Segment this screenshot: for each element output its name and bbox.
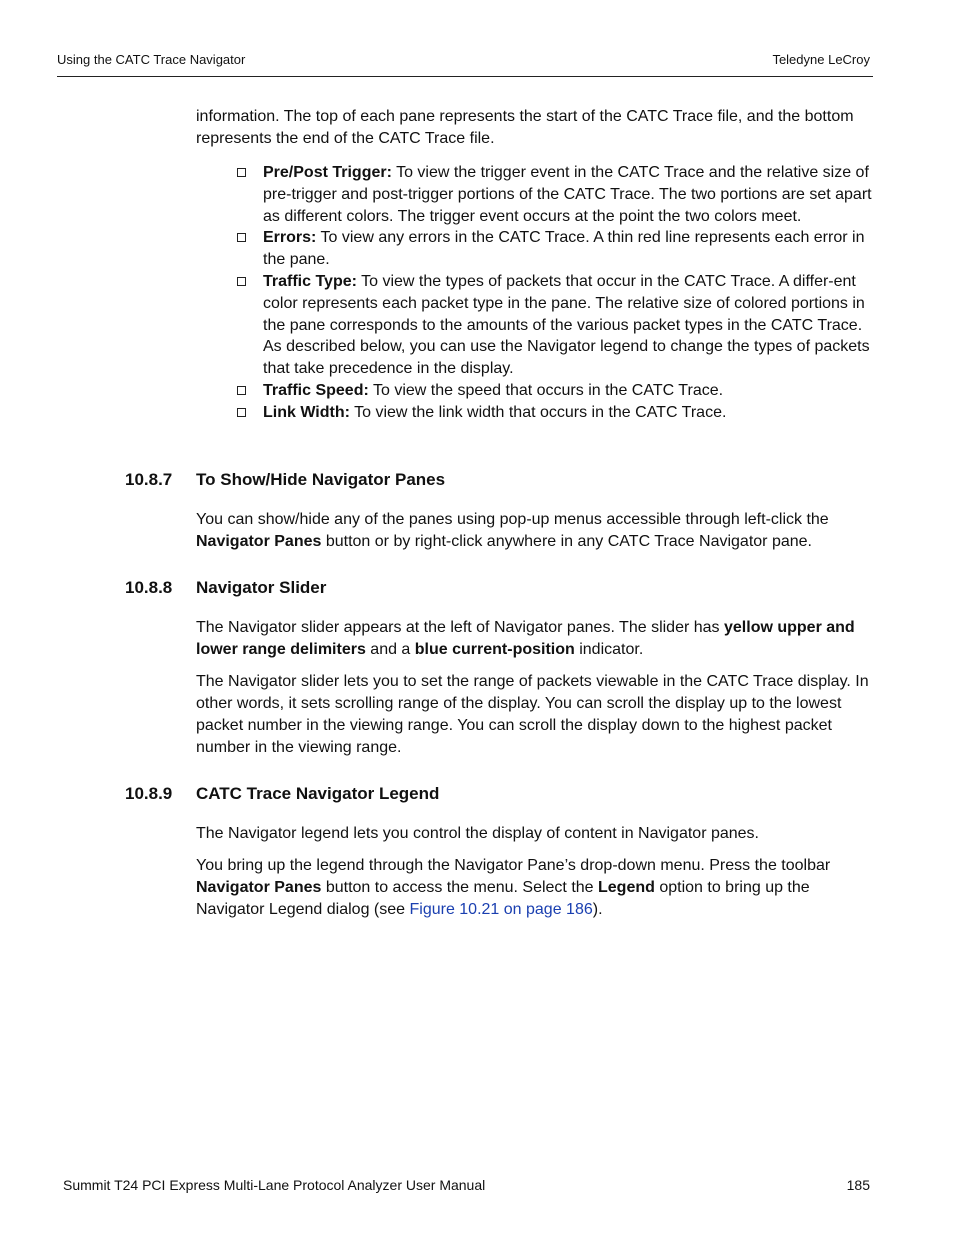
- header-company: Teledyne LeCroy: [772, 52, 870, 67]
- figure-cross-reference-link[interactable]: Figure 10.21 on page 186: [409, 901, 593, 918]
- bullet-pre-post-trigger: [263, 162, 873, 227]
- checkbox-bullet-icon: [237, 233, 246, 242]
- paragraph: The Navigator legend lets you control the display of content in Navigator panes.: [196, 825, 759, 842]
- paragraph: [196, 855, 872, 921]
- bullet-term: Traffic Type:: [263, 272, 357, 290]
- bold-text-run: Legend: [598, 879, 655, 896]
- section-number: 10.8.8: [125, 578, 173, 597]
- bullet-traffic-speed: [263, 380, 873, 402]
- text-run: You bring up the legend through the Navigator Pane’s drop-down menu. Press the toolbar: [196, 857, 831, 874]
- paragraph: [196, 617, 872, 661]
- text-run: button to access the menu. Select the: [321, 879, 598, 896]
- paragraph: [196, 509, 872, 553]
- bold-text-run: yellow upper and lower range delimiters: [196, 619, 855, 658]
- bullet-term: Pre/Post Trigger:: [263, 164, 392, 181]
- text-run: The Navigator slider appears at the left of Navigator panes. The slider has: [196, 619, 724, 636]
- section-10-8-7-body: [196, 509, 872, 553]
- checkbox-bullet-icon: [237, 277, 246, 286]
- bold-text-run: blue current-position: [414, 641, 575, 658]
- paragraph: The Navigator slider lets you to set the range of packets viewable in the CATC Trace display. In other words, it sets scrolling range of the display. You can scroll the display up to the lowest packet number in the viewing range. You can scroll the display down to the highest packet number in the viewing range.: [196, 673, 869, 756]
- text-run: button or by right-click anywhere in any CATC Trace Navigator pane.: [321, 533, 812, 550]
- footer-manual-title: Summit T24 PCI Express Multi-Lane Protocol Analyzer User Manual: [63, 1177, 486, 1193]
- section-title: To Show/Hide Navigator Panes: [196, 470, 446, 489]
- bold-text-run: Navigator Panes: [196, 533, 322, 550]
- bullet-term: Link Width:: [263, 403, 350, 421]
- bullet-text: To view the types of packets that occur in the CATC Trace. A differ-ent color represents each packet type in the pane. The relative size of colored portions in the pane corresponds to the amounts of the various packet types in the CATC Trace. As described below, you can use the Navigator legend to change the types of packets that take precedence in the display.: [263, 272, 870, 378]
- bold-text-run: Navigator Panes: [196, 879, 322, 896]
- bullet-link-width: [263, 402, 873, 424]
- section-heading-10-8-9: [125, 784, 439, 804]
- text-run: You can show/hide any of the panes using pop-up menus accessible through left-click the: [196, 511, 829, 528]
- text-run: indicator.: [574, 641, 644, 658]
- bullet-text: To view any errors in the CATC Trace. A thin red line represents each error in the pane.: [263, 229, 865, 269]
- page-number: 185: [846, 1177, 870, 1193]
- checkbox-bullet-icon: [237, 386, 246, 395]
- bullet-errors: [263, 227, 873, 271]
- text-run: option to bring up the Navigator Legend dialog (see: [196, 879, 810, 918]
- section-heading-10-8-7: [125, 470, 445, 490]
- section-number: 10.8.9: [125, 784, 173, 803]
- text-run: and a: [365, 641, 415, 658]
- section-10-8-9-body: [196, 823, 872, 921]
- header-chapter-title: Using the CATC Trace Navigator: [57, 52, 246, 67]
- page-footer: [63, 1177, 871, 1193]
- section-heading-10-8-8: [125, 578, 326, 598]
- bullet-list: [263, 162, 873, 424]
- page-header: [57, 52, 873, 77]
- bullet-text: To view the trigger event in the CATC Trace and the relative size of pre-trigger and post-trigger portions of the CATC Trace. The two portions are set apart as different colors. The trigger event occurs at the point the two colors meet.: [263, 164, 872, 225]
- checkbox-bullet-icon: [237, 168, 246, 177]
- intro-paragraph: [196, 106, 872, 150]
- intro-text: information. The top of each pane represents the start of the CATC Trace file, and the bottom represents the end of the CATC Trace file.: [196, 108, 854, 147]
- text-run: ).: [592, 901, 603, 918]
- bullet-text: To view the link width that occurs in the CATC Trace.: [349, 403, 727, 421]
- section-title: CATC Trace Navigator Legend: [196, 784, 440, 803]
- checkbox-bullet-icon: [237, 408, 246, 417]
- section-10-8-8-body: [196, 617, 872, 759]
- section-title: Navigator Slider: [196, 578, 327, 597]
- section-number: 10.8.7: [125, 470, 173, 489]
- bullet-traffic-type: [263, 271, 873, 380]
- bullet-text: To view the speed that occurs in the CATC Trace.: [368, 381, 724, 399]
- bullet-term: Traffic Speed:: [263, 381, 369, 399]
- bullet-term: Errors:: [263, 229, 317, 247]
